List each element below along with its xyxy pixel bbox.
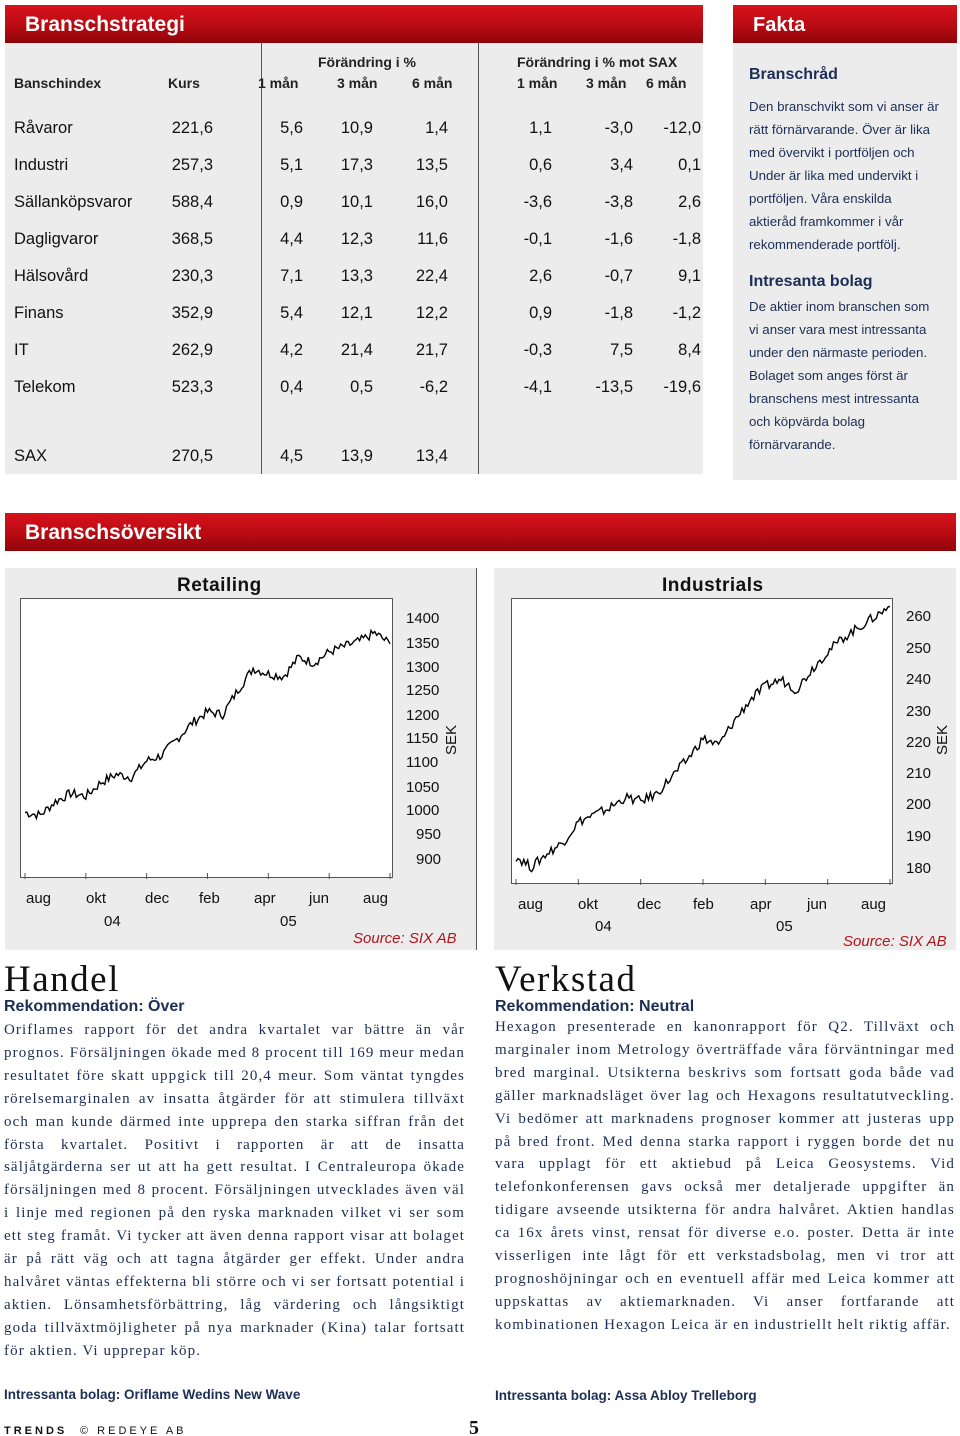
row-value-m6: 22,4 (415, 267, 448, 285)
header-sax-6m: 6 mån (646, 75, 687, 91)
row-value-kurs: 221,6 (171, 119, 213, 137)
row-value-s6: -1,2 (672, 304, 701, 322)
industrials-xtick: okt (578, 896, 599, 913)
handel-body: Oriflames rapport för det andra kvartalet var bättre än vår prognos. Försäljningen ökade med 8 procent till 169 meur medan resultatet före skatt uppgick till 20,4 meur. Som väntat tyngdes rörelsemarginalen av insatta åtgärder för att stimulera tillväxt och man kunde därmed inte upprepa den starka siffran från det första kvartalet. Positivt i rapporten är att de insatta säljåtgärderna ser ut att ha gett resultat. I Centraleuropa ökade försäljningen med 8 procent. Försäljningen utvecklades även väl i linje med regionen på den ryska marknaden vilket vi ser som ett steg framåt. Vi tycker att även denna rapport visar att bolaget är på rätt väg och att tagna åtgärder ger effekt. Under andra halvåret väntas effekterna bli större och vi ser fortsatt potential i aktien. Lönsamhetsförbättring, låg värdering och långsiktigt goda tillväxtmöjligheter på nya marknader (Kina) talar fortsatt för aktien. Vi upprepar köp. (4, 1022, 465, 1359)
sax-3m: 13,9 (340, 447, 373, 465)
row-value-s1: 0,6 (529, 156, 552, 174)
row-value-m1: 5,1 (280, 156, 303, 174)
retailing-xtick: aug (26, 890, 52, 907)
retailing-ytick: 1150 (406, 730, 439, 747)
row-value-m3: 21,4 (340, 341, 373, 359)
row-value-s3: -3,0 (604, 119, 633, 137)
industrials-ytick: 210 (906, 765, 932, 782)
page-number: 5 (469, 1417, 479, 1436)
retailing-xtick: aug (363, 890, 389, 907)
industrials-xtick: feb (693, 896, 714, 913)
series-line-retailing (25, 631, 390, 819)
row-value-m6: 21,7 (415, 341, 448, 359)
row-value-s1: 1,1 (529, 119, 552, 137)
row-value-m3: 17,3 (340, 156, 373, 174)
row-value-s1: 2,6 (529, 267, 552, 285)
fakta-heading-intresanta: Intresanta bolag (749, 273, 873, 290)
industrials-ytick: 180 (906, 860, 932, 877)
row-value-s3: -13,5 (595, 378, 633, 396)
row-index-name: Finans (14, 304, 64, 322)
retailing-ylabel: SEK (443, 724, 460, 755)
row-value-m1: 4,2 (280, 341, 303, 359)
row-value-m3: 13,3 (340, 267, 373, 285)
retailing-ytick: 1000 (406, 802, 440, 819)
industrials-ylabel: SEK (934, 724, 951, 755)
header-kurs: Kurs (168, 75, 200, 91)
row-index-name: Industri (14, 156, 69, 174)
header-index: Banschindex (14, 75, 102, 91)
industrials-chart-title: Industrials (662, 575, 764, 596)
row-value-m3: 12,1 (340, 304, 373, 322)
row-value-m3: 12,3 (340, 230, 373, 248)
row-value-s6: 0,1 (678, 156, 701, 174)
row-value-m3: 10,1 (340, 193, 373, 211)
industrials-ytick: 240 (906, 671, 932, 688)
retailing-ytick: 1100 (406, 754, 439, 771)
handel-recommendation: Rekommendation: Över (4, 998, 185, 1015)
row-index-name: Dagligvaror (14, 230, 99, 248)
fakta-text-intresanta: De aktier inom branschen som vi anser vara mest intressanta under den närmaste perioden. Bolaget som anges först är branschens mest intressanta och köpvärda bolag förnärvarande. (749, 299, 930, 452)
strategy-divider-2 (478, 43, 479, 474)
row-value-s6: 2,6 (678, 193, 701, 211)
row-value-s3: -3,8 (604, 193, 633, 211)
row-value-m1: 0,9 (280, 193, 303, 211)
industrials-xtick: aug (861, 896, 887, 913)
retailing-ytick: 900 (416, 851, 442, 868)
row-value-m1: 4,4 (280, 230, 303, 248)
retailing-xtick: okt (86, 890, 107, 907)
verkstad-interesting-companies: Intressanta bolag: Assa Abloy Trelleborg (495, 1388, 757, 1403)
row-value-s6: -1,8 (672, 230, 701, 248)
sax-kurs: 270,5 (171, 447, 213, 465)
industrials-plot-area (511, 598, 893, 884)
retailing-ytick: 1050 (406, 779, 440, 796)
row-value-kurs: 262,9 (171, 341, 213, 359)
industrials-xtick: jun (807, 896, 828, 913)
row-index-name: Hälsovård (14, 267, 89, 285)
retailing-xtick: apr (254, 890, 276, 907)
retailing-chart-title: Retailing (177, 575, 262, 596)
header-sax-1m: 1 mån (517, 75, 558, 91)
strategy-divider-1 (261, 43, 262, 474)
row-value-m3: 10,9 (340, 119, 373, 137)
row-value-m6: 16,0 (415, 193, 448, 211)
retailing-line-chart (21, 599, 394, 879)
retailing-ytick: 1400 (406, 610, 440, 627)
industrials-line-chart (512, 599, 894, 885)
sax-1m: 4,5 (280, 447, 303, 465)
row-value-m6: 11,6 (417, 230, 448, 248)
row-value-m6: 12,2 (415, 304, 448, 322)
industrials-ytick: 220 (906, 734, 932, 751)
retailing-ytick: 1200 (406, 707, 440, 724)
row-value-s6: 9,1 (678, 267, 701, 285)
row-index-name: Sällanköpsvaror (14, 193, 133, 211)
header-3m: 3 mån (337, 75, 378, 91)
header-change-pct: Förändring i % (318, 54, 416, 70)
retailing-chart-divider (476, 568, 477, 950)
verkstad-title: Verkstad (495, 959, 637, 1000)
handel-interesting-companies: Intressanta bolag: Oriflame Wedins New Wave (4, 1387, 301, 1402)
header-1m: 1 mån (258, 75, 299, 91)
retailing-ytick: 1300 (406, 659, 440, 676)
header-change-vs-sax: Förändring i % mot SAX (517, 54, 678, 70)
row-value-s3: -0,7 (604, 267, 633, 285)
row-value-kurs: 368,5 (171, 230, 213, 248)
row-value-m1: 7,1 (280, 267, 303, 285)
row-value-m1: 5,6 (280, 119, 303, 137)
industrials-ytick: 250 (906, 640, 932, 657)
retailing-ytick: 1350 (406, 635, 440, 652)
industrials-ytick: 200 (906, 796, 932, 813)
header-sax-3m: 3 mån (586, 75, 627, 91)
industrials-ytick: 230 (906, 703, 932, 720)
retailing-xtick: jun (309, 890, 330, 907)
strategy-table-panel (5, 43, 703, 474)
row-index-name: Telekom (14, 378, 76, 396)
row-value-s6: 8,4 (678, 341, 701, 359)
verkstad-body: Hexagon presenterade en kanonrapport för Q2. Tillväxt och marginaler inom Metrology överträffade våra förväntningar med bred marginal. Utsikterna beskrivs som fortsatt goda både vad gäller marknadsläget över lag och Hexagons resultatutveckling. Vi bedömer att marknadens prognoser kommer att justeras upp på bred front. Med denna starka rapport i ryggen borde det nu vara upplagt för ett aktiebud på Leica Geosystems. Vid telefonkonferensen gavs också mer detaljerade uppgifter än tidigare avseende utsikterna för andra halvåret. Aktien handlas ca 16x årets vinst, rensat för diverse e.o. poster. Detta är inte visserligen inte lågt för ett verkstadsbolag, men vi tror att prognoshöjningar och en eventuell affär med Leica kommer att uppskattas av aktiemarknaden. Vi anser fortfarande att kombinationen Hexagon Leica är en industriellt helt riktig affär. (495, 1019, 955, 1333)
row-value-s3: 3,4 (610, 156, 633, 174)
retailing-source: Source: SIX AB (353, 930, 457, 947)
retailing-xtick: feb (199, 890, 220, 907)
retailing-xtick: dec (145, 890, 170, 907)
fakta-heading-branschrad: Branschråd (749, 66, 838, 83)
row-value-s1: -4,1 (523, 378, 552, 396)
row-value-s6: -12,0 (663, 119, 701, 137)
row-index-name: Råvaror (14, 119, 73, 137)
industrials-ytick: 260 (906, 608, 932, 625)
footer-copyright: © REDEYE AB (80, 1425, 187, 1436)
row-value-s3: -1,6 (604, 230, 633, 248)
retailing-ytick: 950 (416, 826, 442, 843)
row-value-m1: 5,4 (280, 304, 303, 322)
row-value-kurs: 588,4 (171, 193, 213, 211)
row-index-name: IT (14, 341, 29, 359)
row-value-s1: -0,3 (523, 341, 552, 359)
series-line-industrials (516, 607, 890, 872)
row-value-s3: 7,5 (610, 341, 633, 359)
fakta-text-branschrad: Den branschvikt som vi anser är rätt förnärvarande. Över är lika med övervikt i portföljen och Under är lika med undervikt i portföljen. Våra enskilda aktieråd framkommer i vår rekommenderade portfölj. (749, 99, 939, 252)
industrials-ytick: 190 (906, 828, 932, 845)
row-value-kurs: 257,3 (171, 156, 213, 174)
verkstad-recommendation: Rekommendation: Neutral (495, 998, 695, 1015)
row-value-kurs: 352,9 (171, 304, 213, 322)
retailing-ytick: 1250 (406, 682, 440, 699)
sax-name: SAX (14, 447, 48, 465)
retailing-year-label: 05 (280, 913, 297, 930)
row-value-m3: 0,5 (350, 378, 373, 396)
industrials-xtick: dec (637, 896, 662, 913)
row-value-m6: -6,2 (419, 378, 448, 396)
row-value-s3: -1,8 (604, 304, 633, 322)
industrials-xtick: aug (518, 896, 544, 913)
industrials-source: Source: SIX AB (843, 933, 947, 950)
strategy-title: Branschstrategi (5, 5, 703, 43)
row-value-s6: -19,6 (663, 378, 701, 396)
fakta-title: Fakta (733, 5, 957, 43)
row-value-m6: 13,5 (415, 156, 448, 174)
row-value-kurs: 230,3 (171, 267, 213, 285)
row-value-s1: 0,9 (529, 304, 552, 322)
row-value-s1: -0,1 (523, 230, 552, 248)
overview-title: Branschsöversikt (5, 513, 956, 551)
footer-brand: TRENDS (4, 1425, 68, 1436)
sax-6m: 13,4 (415, 447, 448, 465)
industrials-year-label: 05 (776, 918, 793, 935)
header-6m: 6 mån (412, 75, 453, 91)
industrials-year-label: 04 (595, 918, 612, 935)
retailing-plot-area (20, 598, 393, 878)
retailing-year-label: 04 (104, 913, 121, 930)
handel-title: Handel (4, 959, 120, 1000)
row-value-m6: 1,4 (425, 119, 448, 137)
row-value-m1: 0,4 (280, 378, 303, 396)
row-value-kurs: 523,3 (171, 378, 213, 396)
row-value-s1: -3,6 (523, 193, 552, 211)
industrials-xtick: apr (750, 896, 772, 913)
